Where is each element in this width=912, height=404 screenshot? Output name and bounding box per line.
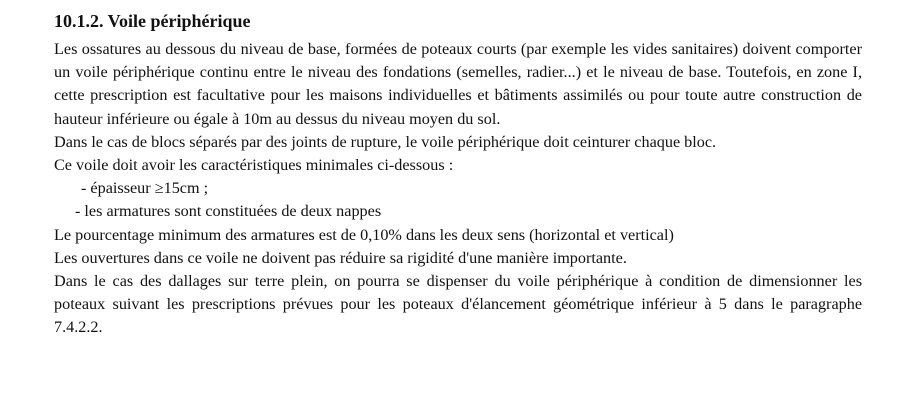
document-page	[54, 10, 862, 340]
section-heading: 10.1.2. Voile périphérique	[54, 11, 251, 31]
paragraph-dallages: Dans le cas des dallages sur terre plein, on pourra se dispenser du voile périphérique à condition de dimensionner les poteaux suivant les prescriptions prévues pour les poteaux d'élancement géométrique inférieur à 5 dans le paragraphe 7.4.2.2.	[54, 272, 862, 337]
paragraph-ouvertures: Les ouvertures dans ce voile ne doivent pas réduire sa rigidité d'une manière importante.	[54, 248, 627, 267]
paragraph-blocs: Dans le cas de blocs séparés par des joints de rupture, le voile périphérique doit ceinturer chaque bloc.	[54, 132, 717, 151]
list-item-armatures: - les armatures sont constituées de deux nappes	[75, 202, 382, 221]
paragraph-ossatures: Les ossatures au dessous du niveau de base, formées de poteaux courts (par exemple les vides sanitaires) doivent comporter un voile périphérique continu entre le niveau des fondations (semelles, radier...) et le niveau de base. Toutefois, en zone I, cette prescription est facultative pour les maisons individuelles et bâtiments assimilés ou pour toute autre construction de hauteur inférieure ou égale à 10m au dessus du niveau moyen du sol.	[54, 40, 862, 128]
list-item-epaisseur: - épaisseur ≥15cm ;	[81, 179, 209, 198]
paragraph-pourcentage: Le pourcentage minimum des armatures est de 0,10% dans les deux sens (horizontal et vertical)	[54, 225, 674, 244]
paragraph-caracteristiques: Ce voile doit avoir les caractéristiques minimales ci-dessous :	[54, 156, 454, 175]
